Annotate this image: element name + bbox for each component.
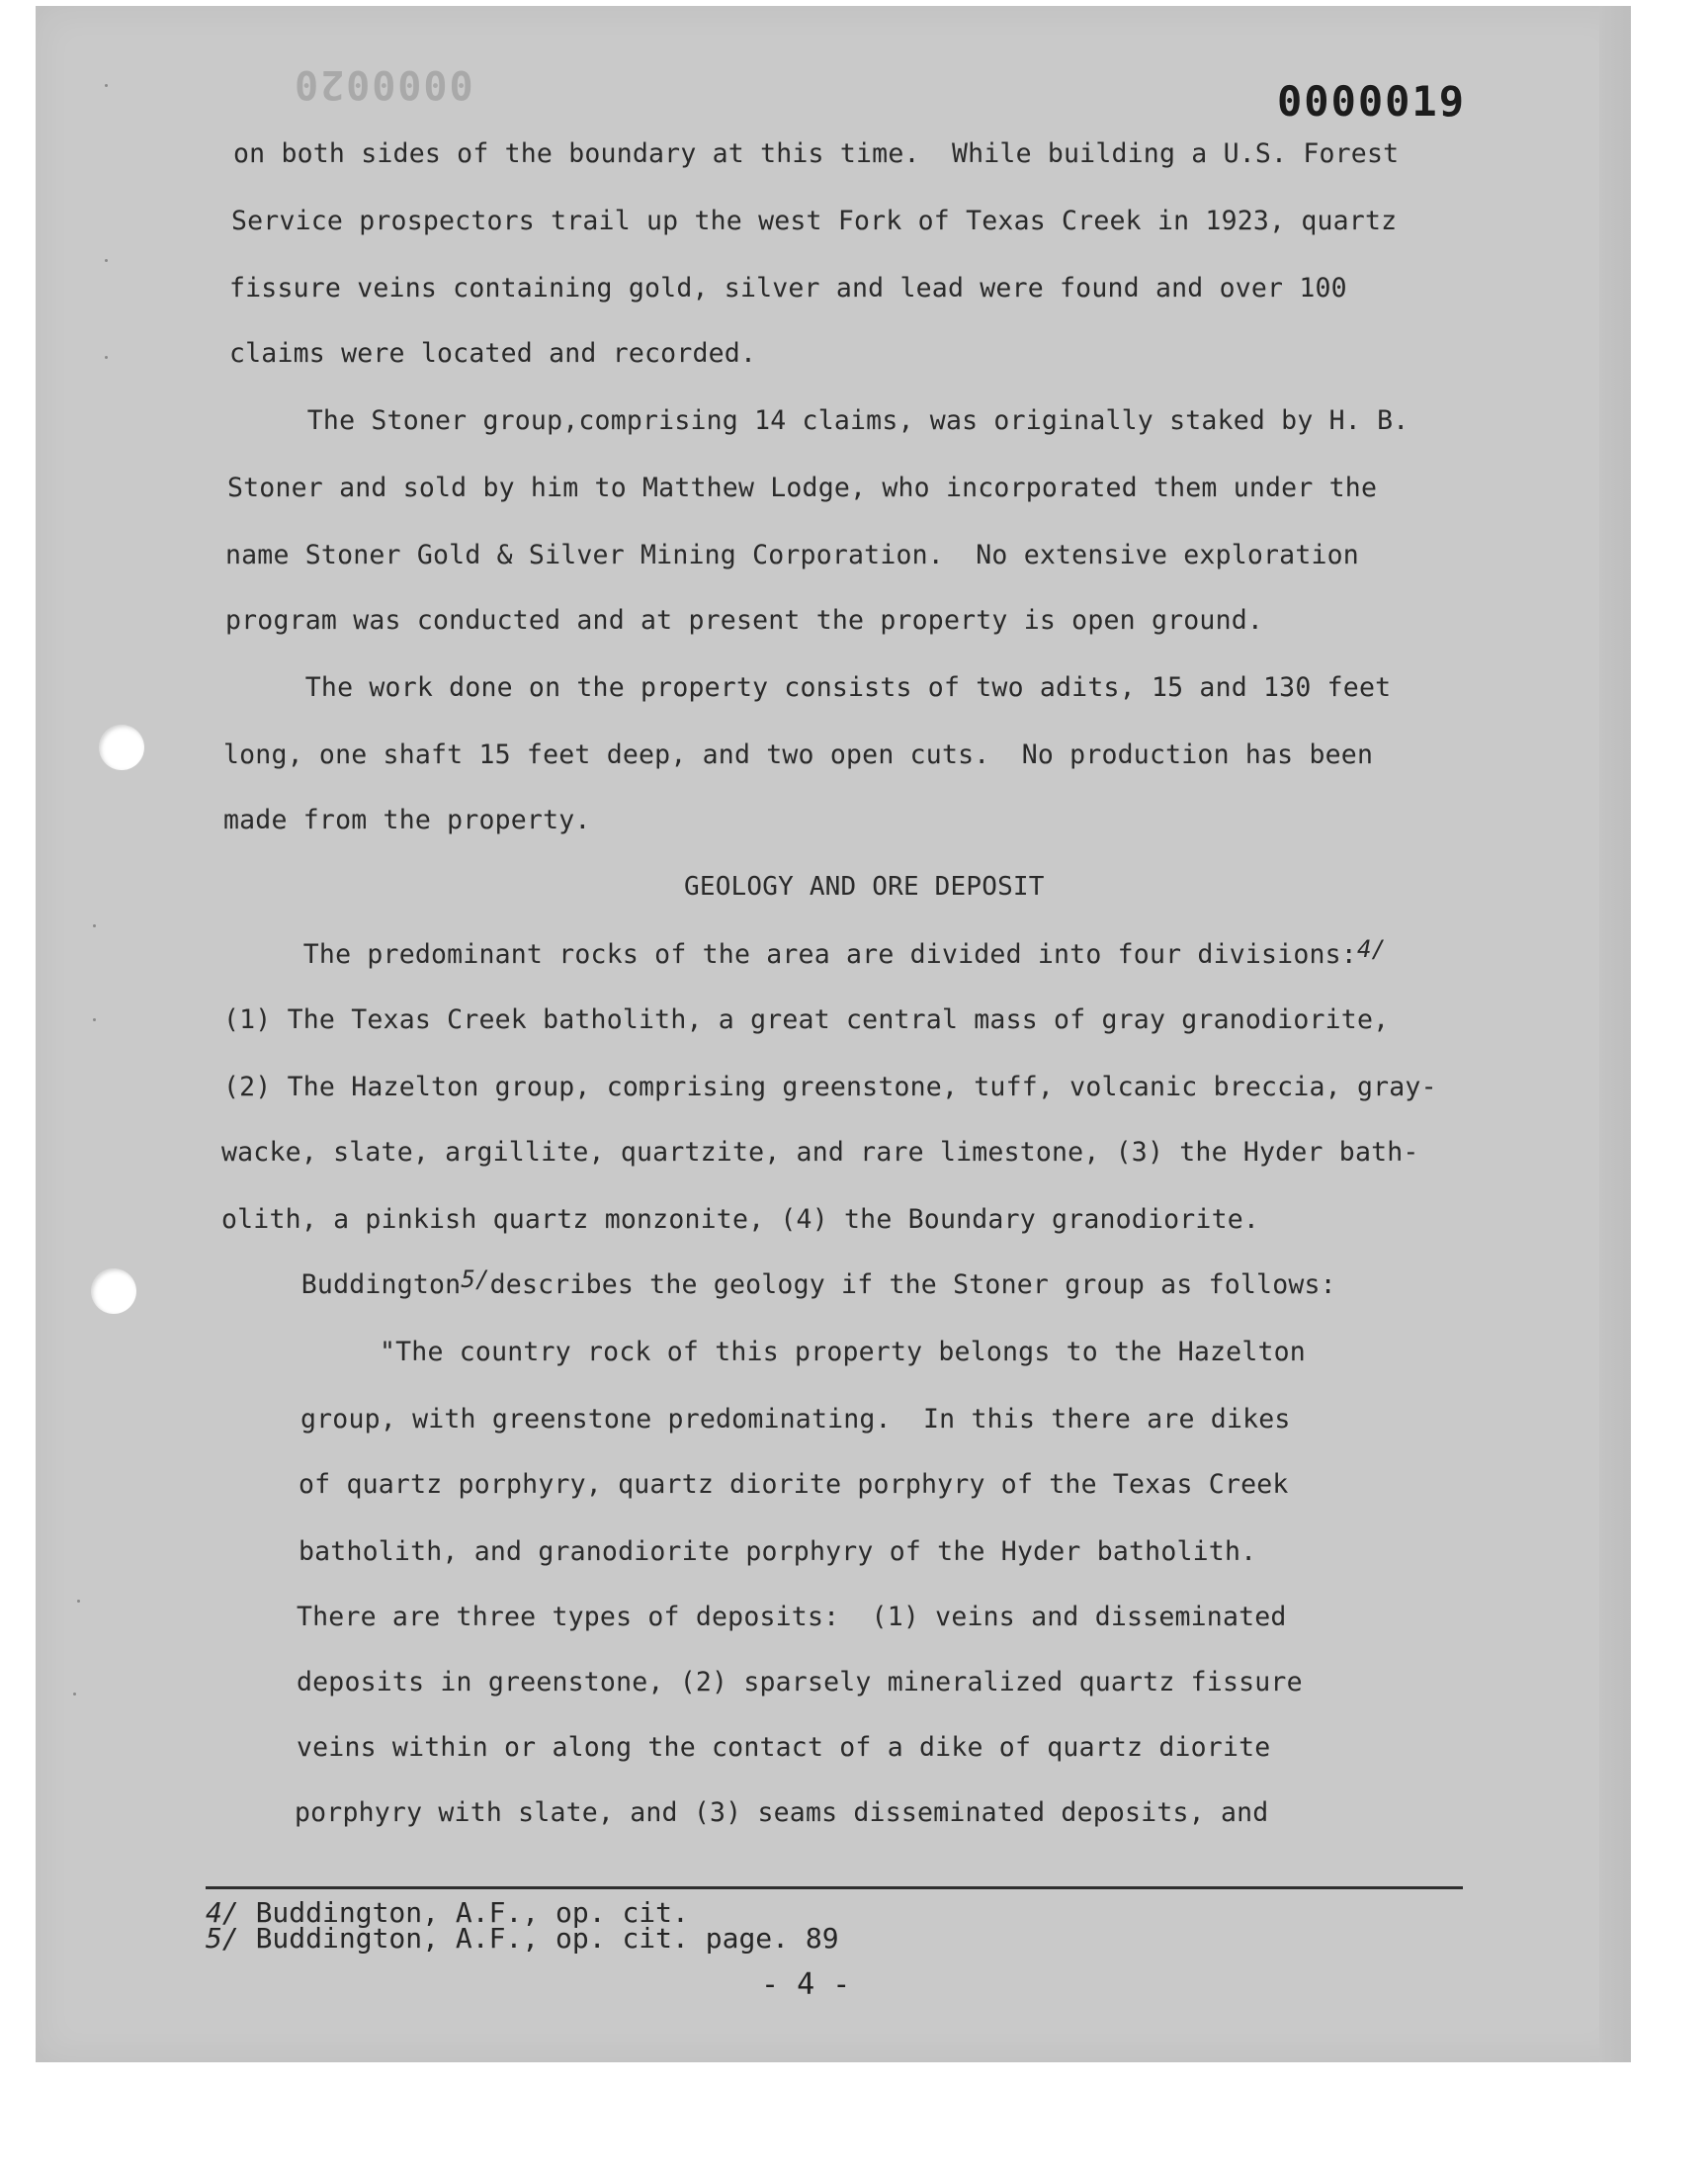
footnote-text: Buddington, A.F., op. cit.: [238, 1896, 689, 1929]
quote-line: porphyry with slate, and (3) seams disseminated deposits, and: [295, 1797, 1269, 1828]
geology-line: [223, 935, 1387, 970]
paper-edge: [1599, 6, 1631, 2062]
quote-line: of quartz porphyry, quartz diorite porphyry of the Texas Creek: [299, 1469, 1289, 1500]
body-line: The work done on the property consists of two adits, 15 and 130 feet: [225, 672, 1392, 703]
body-line: name Stoner Gold & Silver Mining Corporation. No extensive exploration: [225, 540, 1359, 570]
body-line: made from the property.: [223, 805, 591, 835]
geology-line: (2) The Hazelton group, comprising greenstone, tuff, volcanic breccia, gray-: [223, 1072, 1437, 1102]
scan-speck: [93, 1018, 96, 1021]
bleedthrough-document-number: 0000020: [293, 61, 473, 107]
footnote-divider: [206, 1886, 1463, 1889]
body-line: on both sides of the boundary at this time. While building a U.S. Forest: [233, 138, 1400, 169]
scan-speck: [93, 924, 96, 927]
buddington-text-rest: describes the geology if the Stoner group as follows:: [489, 1269, 1336, 1300]
geology-line: olith, a pinkish quartz monzonite, (4) the Boundary granodiorite.: [221, 1204, 1260, 1235]
body-line: Service prospectors trail up the west Fork of Texas Creek in 1923, quartz: [231, 206, 1398, 236]
quote-line: deposits in greenstone, (2) sparsely mineralized quartz fissure: [297, 1667, 1303, 1697]
footnote-text: Buddington, A.F., op. cit. page. 89: [238, 1922, 839, 1955]
page-number: - 4 -: [761, 1967, 851, 2002]
buddington-text: Buddington: [221, 1269, 462, 1300]
section-heading: GEOLOGY AND ORE DEPOSIT: [684, 872, 1045, 902]
geology-line-text: The predominant rocks of the area are divided into four divisions:: [223, 939, 1357, 970]
geology-line: wacke, slate, argillite, quartzite, and rare limestone, (3) the Hyder bath-: [221, 1137, 1419, 1168]
punch-hole-upper: [99, 725, 144, 770]
body-line: Stoner and sold by him to Matthew Lodge, who incorporated them under the: [227, 473, 1378, 503]
quote-line: veins within or along the contact of a dike of quartz diorite: [297, 1732, 1271, 1763]
body-line: The Stoner group,comprising 14 claims, was originally staked by H. B.: [227, 405, 1409, 436]
footnote-ref-5: 5/: [461, 1265, 490, 1293]
body-line: claims were located and recorded.: [229, 338, 757, 369]
scan-speck: [77, 1600, 80, 1603]
footnote-5: [206, 1922, 839, 1955]
scan-speck: [73, 1693, 76, 1696]
quote-line: "The country rock of this property belongs to the Hazelton: [380, 1337, 1306, 1367]
buddington-line: [221, 1265, 1336, 1300]
scan-speck: [105, 259, 108, 262]
scan-speck: [105, 356, 108, 359]
geology-line: (1) The Texas Creek batholith, a great central mass of gray granodiorite,: [223, 1004, 1390, 1035]
quote-line: batholith, and granodiorite porphyry of the Hyder batholith.: [299, 1536, 1257, 1567]
scan-speck: [105, 84, 108, 87]
body-line: long, one shaft 15 feet deep, and two open cuts. No production has been: [223, 740, 1374, 770]
quote-line: There are three types of deposits: (1) veins and disseminated: [297, 1602, 1287, 1632]
body-line: fissure veins containing gold, silver and lead were found and over 100: [229, 273, 1347, 304]
footnote-ref-4: 4/: [1356, 935, 1387, 963]
body-line: program was conducted and at present the property is open ground.: [225, 605, 1264, 636]
footnote-marker: 4/: [206, 1896, 239, 1929]
footnote-marker: 5/: [206, 1922, 239, 1955]
document-control-number: 0000019: [1277, 77, 1467, 126]
quote-line: group, with greenstone predominating. In this there are dikes: [300, 1404, 1291, 1435]
punch-hole-lower: [91, 1268, 136, 1314]
